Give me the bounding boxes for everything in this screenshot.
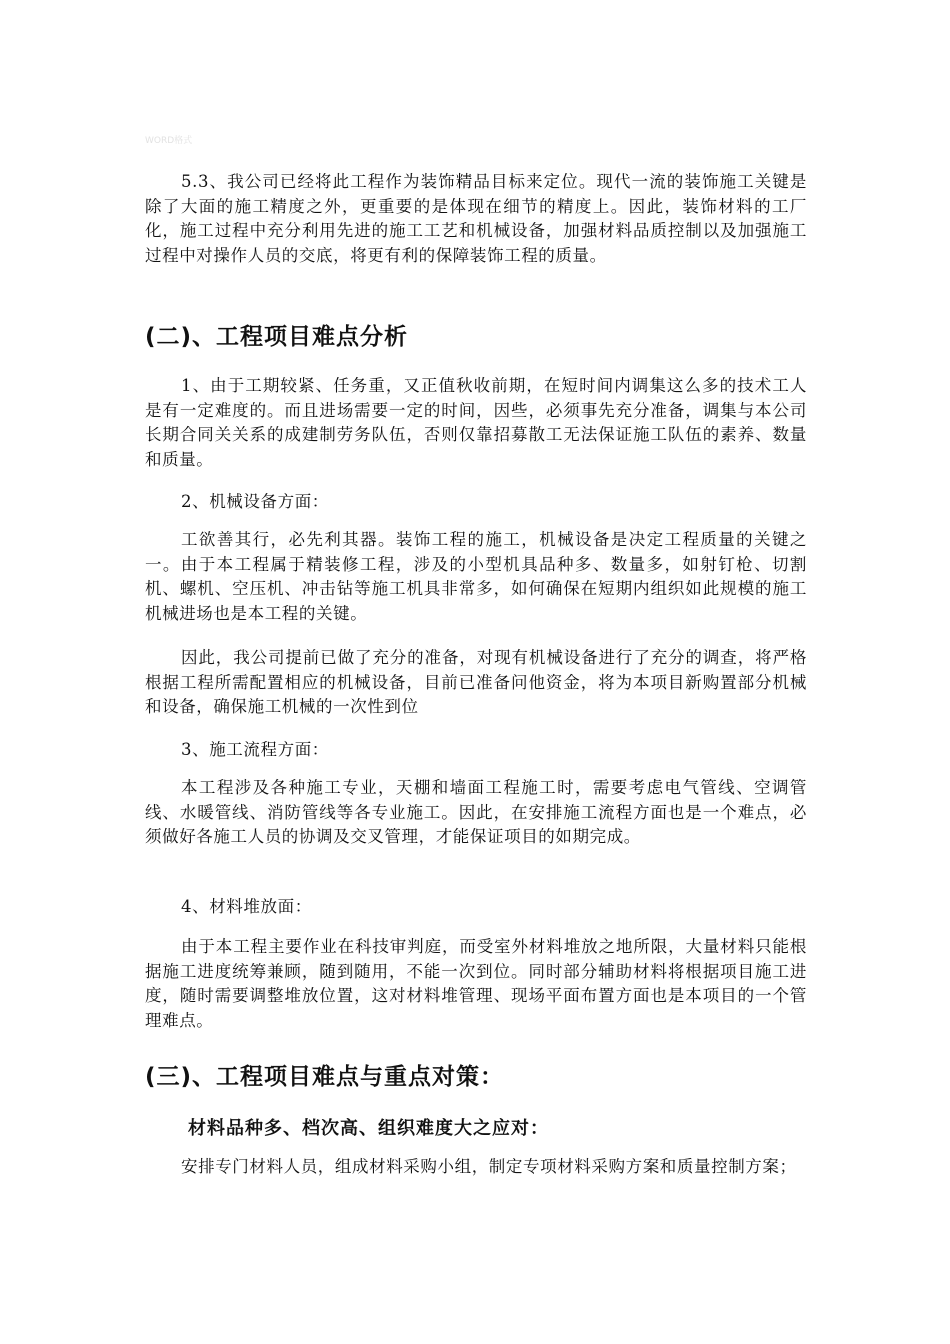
section-heading-2: (二)、工程项目难点分析 [145, 324, 409, 350]
item-4-title: 4、材料堆放面： [181, 897, 312, 916]
paragraph-item-4-1: 由于本工程主要作业在科技审判庭，而受室外材料堆放之地所限，大量材料只能根据施工进度统筹兼顾，随到随用，不能一次到位。同时部分辅助材料将根据项目施工进度，随时需要调整堆放位置，这对材料堆管理、现场平面布置方面也是本项目的一个管理难点。 [145, 937, 807, 1030]
item-2-title: 2、机械设备方面： [181, 492, 329, 511]
paragraph-item-2-1: 工欲善其行，必先利其器。装饰工程的施工，机械设备是决定工程质量的关键之一。由于本工程属于精装修工程，涉及的小型机具品种多、数量多，如射钉枪、切割机、螺机、空压机、冲击钻等施工机具非常多，如何确保在短期内组织如此规模的施工机械进场也是本工程的关键。 [145, 530, 807, 623]
watermark: WORD格式 [145, 136, 193, 146]
paragraph-item-1: 1、由于工期较紧、任务重，又正值秋收前期，在短时间内调集这么多的技术工人是有一定难度的。而且进场需要一定的时间，因些，必须事先充分准备，调集与本公司长期合同关关系的成建制劳务队伍，否则仅靠招募散工无法保证施工队伍的素养、数量和质量。 [145, 376, 807, 469]
subsection-heading: 材料品种多、档次高、组织难度大之应对： [188, 1118, 549, 1139]
paragraph-5-3: 5.3、我公司已经将此工程作为装饰精品目标来定位。现代一流的装饰施工关键是除了大面的施工精度之外，更重要的是体现在细节的精度上。因此，装饰材料的工厂化，施工过程中充分利用先进的施工工艺和机械设备，加强材料品质控制以及加强施工过程中对操作人员的交底，将更有利的保障装饰工程的质量。 [145, 172, 807, 265]
paragraph-item-2-2: 因此，我公司提前已做了充分的准备，对现有机械设备进行了充分的调查，将严格根据工程所需配置相应的机械设备，目前已准备问他资金，将为本项目新购置部分机械和设备，确保施工机械的一次性到位 [145, 648, 807, 717]
paragraph-last: 安排专门材料人员，组成材料采购小组，制定专项材料采购方案和质量控制方案； [181, 1157, 797, 1176]
section-heading-3: (三)、工程项目难点与重点对策： [145, 1064, 505, 1090]
item-3-title: 3、施工流程方面： [181, 740, 329, 759]
paragraph-item-3-1: 本工程涉及各种施工专业，天棚和墙面工程施工时，需要考虑电气管线、空调管线、水暖管线、消防管线等各专业施工。因此，在安排施工流程方面也是一个难点，必须做好各施工人员的协调及交叉管理，才能保证项目的如期完成。 [145, 778, 807, 847]
